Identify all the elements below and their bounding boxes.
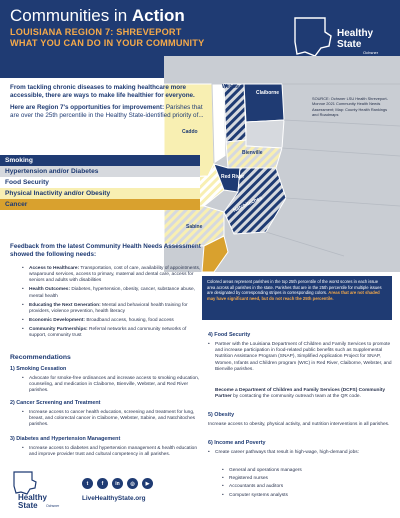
rec-obesity-heading: 5) Obesity — [208, 412, 235, 418]
list-item: • Advocate for smoke-free ordinances and increase access to smoking education, counseling, and medication in Claiborne, Bienville, Webster, and Red River parishes. — [22, 376, 202, 395]
parish-webster — [224, 84, 246, 142]
feedback-list — [22, 266, 202, 342]
parish-lincoln — [246, 120, 284, 148]
rec-smoking-heading: 1) Smoking Cessation — [10, 366, 67, 372]
rec-income-heading: 6) Income and Poverty — [208, 440, 266, 446]
twitter-icon[interactable]: t — [82, 478, 93, 489]
linkedin-icon[interactable]: in — [112, 478, 123, 489]
svg-text:Healthy: Healthy — [337, 28, 374, 39]
priority-item: Cancer — [0, 199, 200, 210]
rec-diabetes-heading: 3) Diabetes and Hypertension Management — [10, 436, 121, 442]
rec-cancer-heading: 2) Cancer Screening and Treatment — [10, 400, 101, 406]
svg-text:Ochsner: Ochsner — [363, 50, 379, 55]
label-webster: Webster — [222, 84, 242, 90]
list-item: • Access to Healthcare: Transportation, cost of care, availability of appointments, wraparound services, access to primary, maternal and dental care, access for seniors and adults with disabilities — [22, 266, 202, 284]
youtube-icon[interactable]: ▶ — [142, 478, 153, 489]
rec-cancer-list — [22, 410, 202, 431]
rec-food-list — [208, 342, 394, 375]
priority-item: Hypertension and/or Diabetes — [0, 166, 200, 177]
page-title: Communities in Action — [10, 6, 185, 25]
list-item: • Increase access to cancer health education, screening and treatment for lung, breast, and colorectal cancer in Claiborne, Webster, Sabine, and Natchitoches parishes. — [22, 410, 202, 429]
rec-income-jobs — [222, 468, 392, 501]
source-note: SOURCE: Ochsner LSU Health Shreveport-Monroe 2021 Community Health Needs Assessment; Map: County Health Rankings and Roadmaps — [312, 96, 388, 117]
list-item: • Create career pathways that result in high-wage, high-demand jobs: — [208, 450, 394, 456]
label-claiborne: Claiborne — [256, 90, 280, 96]
svg-text:Ochsner: Ochsner — [46, 504, 60, 508]
footer-healthy-state-logo — [10, 468, 70, 510]
rec-food-heading: 4) Food Security — [208, 332, 251, 338]
intro-opportunities: Here are Region 7's opportunities for improvement: Parishes that are over the 25th percentile in the Healthy State-identified priority of... — [10, 104, 204, 120]
priority-item: Food Security — [0, 177, 200, 188]
svg-text:State: State — [18, 501, 38, 510]
list-item: • Accountants and auditors — [222, 484, 392, 490]
list-item: • Partner with the Louisiana Department of Children and Family Services to promote and increase participation in food-related public benefits such as Supplemental Nutrition Assistance Program (SNAP), Simplified Application Project for SNAP, Women, Infants and Children program (WIC) in Red River, Claiborne, Webster, and Bienville parishes. — [208, 342, 394, 373]
priority-item: Physical Inactivity and/or Obesity — [0, 188, 200, 199]
list-item: • Health Outcomes: Diabetes, hypertension, obesity, cancer, substance abuse, mental health — [22, 287, 202, 299]
list-item: • Computer systems analysts — [222, 493, 392, 499]
rec-smoking-list — [22, 376, 202, 397]
label-bienville: Bienville — [242, 150, 263, 156]
social-links — [82, 478, 153, 489]
svg-text:State: State — [337, 39, 362, 50]
priority-item: Smoking — [0, 155, 200, 166]
label-natchitoches: Natchitoches — [232, 195, 264, 214]
list-item: • General and operations managers — [222, 468, 392, 474]
action-subtitle: WHAT YOU CAN DO IN YOUR COMMUNITY — [10, 38, 205, 48]
region-subtitle: LOUISIANA REGION 7: SHREVEPORT — [10, 27, 182, 37]
recommendations-title: Recommendations — [10, 354, 71, 361]
intro-lead: From tackling chronic diseases to making healthcare more accessible, there are ways to make life healthier for everyone. — [10, 84, 195, 100]
feedback-title: Feedback from the latest Community Health Needs Assessment showed the following needs: — [10, 243, 201, 259]
dcfs-partner-note: Become a Department of Children and Family Services (DCFS) Community Partner by contacting the community outreach team at the QR code. — [215, 388, 386, 400]
healthy-state-logo — [285, 12, 385, 62]
map-caption: Colored areas represent parishes in the top 25th percentile of the worst scores in each issue area across all parishes in the state. Parishes that are in the 25th percentile for multiple issues are designated by corresponding stripes in corresponding colors. Areas that are not shaded may have significant need, but do not reach the 25th percentile. — [202, 276, 392, 320]
label-caddo: Caddo — [182, 129, 198, 135]
list-item: • Increase access to diabetes and hypertension management & health education and improve provider trust and cultural competency in all parishes. — [22, 446, 202, 458]
list-item: • Registered nurses — [222, 476, 392, 482]
instagram-icon[interactable]: ◎ — [127, 478, 138, 489]
svg-text:Healthy: Healthy — [18, 493, 47, 502]
label-red-river: Red River — [221, 174, 245, 180]
list-item: • Community Partnerships: Referral networks and community networks of support, community trust — [22, 327, 202, 339]
rec-diabetes-list — [22, 446, 202, 460]
facebook-icon[interactable]: f — [97, 478, 108, 489]
list-item: • Educating the Next Generation: Mental and behavioral health training for providers, violence prevention, health literacy — [22, 303, 202, 315]
rec-obesity-text: Increase access to obesity, physical activity, and nutrition interventions in all parishes. — [208, 422, 390, 427]
intro-block — [10, 84, 206, 120]
parish-bossier — [212, 84, 226, 164]
label-sabine: Sabine — [186, 224, 203, 230]
website-link[interactable]: LiveHealthyState.org — [82, 495, 146, 502]
list-item: • Economic Development: Broadband access, housing, food access — [22, 318, 202, 324]
rec-income-list — [208, 450, 394, 458]
